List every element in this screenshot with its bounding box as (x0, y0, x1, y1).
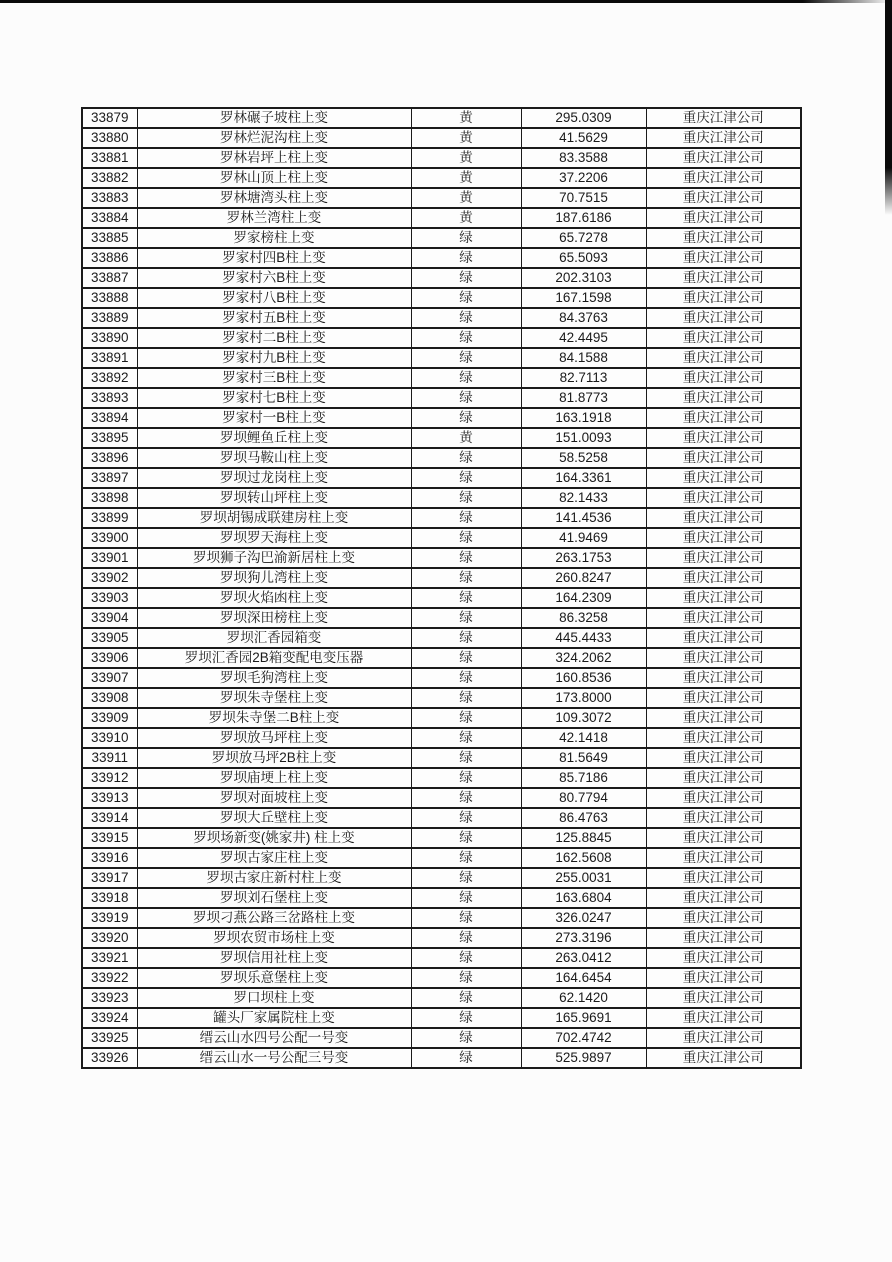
cell-status-color: 绿 (411, 408, 521, 428)
table-row (82, 708, 801, 728)
cell-company: 重庆江津公司 (646, 368, 801, 388)
cell-record-id: 33886 (82, 248, 137, 268)
cell-value: 84.1588 (521, 348, 646, 368)
table-row (82, 1028, 801, 1048)
cell-value: 173.8000 (521, 688, 646, 708)
table-row (82, 148, 801, 168)
cell-transformer-name: 罗林碾子坡柱上变 (137, 108, 411, 128)
cell-value: 83.3588 (521, 148, 646, 168)
cell-company: 重庆江津公司 (646, 268, 801, 288)
cell-company: 重庆江津公司 (646, 588, 801, 608)
cell-transformer-name: 罗坝鲤鱼丘柱上变 (137, 428, 411, 448)
table-row (82, 928, 801, 948)
cell-status-color: 绿 (411, 568, 521, 588)
cell-record-id: 33912 (82, 768, 137, 788)
cell-company: 重庆江津公司 (646, 1028, 801, 1048)
cell-transformer-name: 罗坝大丘壁柱上变 (137, 808, 411, 828)
table-row (82, 768, 801, 788)
cell-record-id: 33921 (82, 948, 137, 968)
cell-record-id: 33926 (82, 1048, 137, 1068)
cell-company: 重庆江津公司 (646, 988, 801, 1008)
cell-company: 重庆江津公司 (646, 548, 801, 568)
cell-company: 重庆江津公司 (646, 668, 801, 688)
cell-value: 65.5093 (521, 248, 646, 268)
cell-company: 重庆江津公司 (646, 628, 801, 648)
cell-record-id: 33907 (82, 668, 137, 688)
cell-status-color: 绿 (411, 728, 521, 748)
cell-status-color: 绿 (411, 688, 521, 708)
cell-record-id: 33893 (82, 388, 137, 408)
cell-value: 37.2206 (521, 168, 646, 188)
cell-record-id: 33923 (82, 988, 137, 1008)
cell-value: 167.1598 (521, 288, 646, 308)
cell-status-color: 绿 (411, 328, 521, 348)
cell-status-color: 绿 (411, 268, 521, 288)
cell-record-id: 33881 (82, 148, 137, 168)
cell-value: 164.2309 (521, 588, 646, 608)
cell-status-color: 绿 (411, 588, 521, 608)
table-row (82, 168, 801, 188)
table-row (82, 668, 801, 688)
cell-transformer-name: 罗坝胡锡成联建房柱上变 (137, 508, 411, 528)
cell-transformer-name: 罗坝庙埂上柱上变 (137, 768, 411, 788)
cell-status-color: 绿 (411, 228, 521, 248)
table-row (82, 108, 801, 128)
cell-status-color: 绿 (411, 648, 521, 668)
cell-status-color: 绿 (411, 1028, 521, 1048)
cell-transformer-name: 罗坝乐意堡柱上变 (137, 968, 411, 988)
cell-value: 263.1753 (521, 548, 646, 568)
table-row (82, 368, 801, 388)
cell-company: 重庆江津公司 (646, 748, 801, 768)
cell-transformer-name: 罗林烂泥沟柱上变 (137, 128, 411, 148)
table-row (82, 208, 801, 228)
cell-company: 重庆江津公司 (646, 1048, 801, 1068)
cell-status-color: 绿 (411, 368, 521, 388)
cell-transformer-name: 罗坝狗儿湾柱上变 (137, 568, 411, 588)
cell-transformer-name: 罗坝狮子沟巴渝新居柱上变 (137, 548, 411, 568)
cell-company: 重庆江津公司 (646, 708, 801, 728)
cell-transformer-name: 罗坝刁燕公路三岔路柱上变 (137, 908, 411, 928)
cell-record-id: 33889 (82, 308, 137, 328)
cell-record-id: 33888 (82, 288, 137, 308)
table-row (82, 808, 801, 828)
cell-company: 重庆江津公司 (646, 648, 801, 668)
cell-record-id: 33909 (82, 708, 137, 728)
cell-transformer-name: 罗家村七B柱上变 (137, 388, 411, 408)
cell-transformer-name: 罗坝古家庄柱上变 (137, 848, 411, 868)
cell-value: 295.0309 (521, 108, 646, 128)
cell-transformer-name: 罗坝场新变(姚家井) 柱上变 (137, 828, 411, 848)
cell-company: 重庆江津公司 (646, 328, 801, 348)
cell-company: 重庆江津公司 (646, 928, 801, 948)
cell-value: 109.3072 (521, 708, 646, 728)
cell-value: 163.1918 (521, 408, 646, 428)
cell-status-color: 绿 (411, 348, 521, 368)
cell-company: 重庆江津公司 (646, 768, 801, 788)
cell-status-color: 黄 (411, 168, 521, 188)
cell-record-id: 33902 (82, 568, 137, 588)
cell-value: 86.3258 (521, 608, 646, 628)
cell-status-color: 绿 (411, 608, 521, 628)
cell-status-color: 绿 (411, 748, 521, 768)
cell-status-color: 绿 (411, 788, 521, 808)
cell-record-id: 33882 (82, 168, 137, 188)
cell-status-color: 绿 (411, 488, 521, 508)
cell-company: 重庆江津公司 (646, 728, 801, 748)
table-row (82, 628, 801, 648)
cell-record-id: 33911 (82, 748, 137, 768)
cell-value: 42.4495 (521, 328, 646, 348)
cell-transformer-name: 罗林山顶上柱上变 (137, 168, 411, 188)
cell-company: 重庆江津公司 (646, 828, 801, 848)
cell-record-id: 33879 (82, 108, 137, 128)
scan-artifact-top-edge (0, 0, 892, 3)
cell-value: 81.8773 (521, 388, 646, 408)
cell-company: 重庆江津公司 (646, 288, 801, 308)
cell-transformer-name: 罗坝刘石堡柱上变 (137, 888, 411, 908)
cell-record-id: 33898 (82, 488, 137, 508)
cell-value: 702.4742 (521, 1028, 646, 1048)
cell-value: 324.2062 (521, 648, 646, 668)
cell-record-id: 33897 (82, 468, 137, 488)
cell-transformer-name: 罗家榜柱上变 (137, 228, 411, 248)
cell-value: 65.7278 (521, 228, 646, 248)
cell-value: 255.0031 (521, 868, 646, 888)
cell-company: 重庆江津公司 (646, 148, 801, 168)
cell-company: 重庆江津公司 (646, 528, 801, 548)
cell-value: 273.3196 (521, 928, 646, 948)
cell-record-id: 33892 (82, 368, 137, 388)
cell-value: 187.6186 (521, 208, 646, 228)
table-row (82, 248, 801, 268)
cell-status-color: 绿 (411, 708, 521, 728)
cell-status-color: 绿 (411, 948, 521, 968)
transformer-table-body (82, 108, 801, 1068)
cell-transformer-name: 罗坝放马坪柱上变 (137, 728, 411, 748)
cell-transformer-name: 缙云山水四号公配一号变 (137, 1028, 411, 1048)
cell-value: 85.7186 (521, 768, 646, 788)
cell-company: 重庆江津公司 (646, 908, 801, 928)
cell-status-color: 绿 (411, 868, 521, 888)
cell-transformer-name: 罗坝毛狗湾柱上变 (137, 668, 411, 688)
cell-transformer-name: 罐头厂家属院柱上变 (137, 1008, 411, 1028)
cell-company: 重庆江津公司 (646, 128, 801, 148)
cell-status-color: 绿 (411, 468, 521, 488)
table-row (82, 948, 801, 968)
cell-value: 82.7113 (521, 368, 646, 388)
cell-record-id: 33885 (82, 228, 137, 248)
table-row (82, 528, 801, 548)
cell-transformer-name: 罗林兰湾柱上变 (137, 208, 411, 228)
cell-company: 重庆江津公司 (646, 448, 801, 468)
cell-transformer-name: 罗坝农贸市场柱上变 (137, 928, 411, 948)
table-row (82, 608, 801, 628)
cell-transformer-name: 罗坝朱寺堡柱上变 (137, 688, 411, 708)
cell-company: 重庆江津公司 (646, 508, 801, 528)
cell-value: 80.7794 (521, 788, 646, 808)
cell-transformer-name: 罗坝古家庄新村柱上变 (137, 868, 411, 888)
cell-transformer-name: 缙云山水一号公配三号变 (137, 1048, 411, 1068)
table-row (82, 788, 801, 808)
table-row (82, 848, 801, 868)
cell-record-id: 33920 (82, 928, 137, 948)
cell-record-id: 33917 (82, 868, 137, 888)
cell-company: 重庆江津公司 (646, 968, 801, 988)
cell-status-color: 绿 (411, 808, 521, 828)
table-row (82, 348, 801, 368)
cell-record-id: 33887 (82, 268, 137, 288)
cell-record-id: 33910 (82, 728, 137, 748)
cell-value: 160.8536 (521, 668, 646, 688)
cell-status-color: 黄 (411, 148, 521, 168)
cell-status-color: 绿 (411, 528, 521, 548)
cell-transformer-name: 罗坝深田榜柱上变 (137, 608, 411, 628)
table-row (82, 448, 801, 468)
cell-company: 重庆江津公司 (646, 468, 801, 488)
table-row (82, 548, 801, 568)
table-row (82, 908, 801, 928)
cell-status-color: 绿 (411, 308, 521, 328)
cell-record-id: 33884 (82, 208, 137, 228)
cell-company: 重庆江津公司 (646, 388, 801, 408)
cell-value: 41.5629 (521, 128, 646, 148)
cell-value: 164.6454 (521, 968, 646, 988)
table-row (82, 728, 801, 748)
table-row (82, 428, 801, 448)
cell-status-color: 绿 (411, 888, 521, 908)
cell-company: 重庆江津公司 (646, 308, 801, 328)
cell-company: 重庆江津公司 (646, 108, 801, 128)
cell-status-color: 绿 (411, 968, 521, 988)
cell-value: 70.7515 (521, 188, 646, 208)
cell-transformer-name: 罗家村六B柱上变 (137, 268, 411, 288)
cell-record-id: 33908 (82, 688, 137, 708)
cell-status-color: 黄 (411, 428, 521, 448)
table-row (82, 868, 801, 888)
cell-value: 445.4433 (521, 628, 646, 648)
cell-transformer-name: 罗林塘湾头柱上变 (137, 188, 411, 208)
cell-company: 重庆江津公司 (646, 408, 801, 428)
cell-record-id: 33896 (82, 448, 137, 468)
cell-status-color: 绿 (411, 908, 521, 928)
cell-status-color: 绿 (411, 768, 521, 788)
cell-record-id: 33901 (82, 548, 137, 568)
table-row (82, 488, 801, 508)
cell-value: 165.9691 (521, 1008, 646, 1028)
cell-company: 重庆江津公司 (646, 808, 801, 828)
table-row (82, 588, 801, 608)
cell-transformer-name: 罗坝马鞍山柱上变 (137, 448, 411, 468)
table-row (82, 748, 801, 768)
cell-record-id: 33880 (82, 128, 137, 148)
table-row (82, 828, 801, 848)
cell-transformer-name: 罗坝信用社柱上变 (137, 948, 411, 968)
cell-value: 260.8247 (521, 568, 646, 588)
table-row (82, 888, 801, 908)
cell-value: 202.3103 (521, 268, 646, 288)
cell-record-id: 33915 (82, 828, 137, 848)
cell-value: 263.0412 (521, 948, 646, 968)
cell-status-color: 黄 (411, 208, 521, 228)
cell-status-color: 绿 (411, 628, 521, 648)
cell-value: 125.8845 (521, 828, 646, 848)
table-row (82, 1008, 801, 1028)
cell-status-color: 绿 (411, 288, 521, 308)
cell-company: 重庆江津公司 (646, 168, 801, 188)
table-row (82, 648, 801, 668)
cell-value: 163.6804 (521, 888, 646, 908)
cell-transformer-name: 罗家村八B柱上变 (137, 288, 411, 308)
cell-record-id: 33904 (82, 608, 137, 628)
cell-record-id: 33925 (82, 1028, 137, 1048)
cell-record-id: 33919 (82, 908, 137, 928)
cell-company: 重庆江津公司 (646, 568, 801, 588)
cell-company: 重庆江津公司 (646, 788, 801, 808)
table-row (82, 408, 801, 428)
cell-value: 86.4763 (521, 808, 646, 828)
cell-record-id: 33903 (82, 588, 137, 608)
cell-record-id: 33924 (82, 1008, 137, 1028)
cell-transformer-name: 罗家村一B柱上变 (137, 408, 411, 428)
table-row (82, 268, 801, 288)
cell-record-id: 33883 (82, 188, 137, 208)
cell-record-id: 33895 (82, 428, 137, 448)
cell-transformer-name: 罗家村四B柱上变 (137, 248, 411, 268)
cell-value: 525.9897 (521, 1048, 646, 1068)
cell-transformer-name: 罗坝汇香园箱变 (137, 628, 411, 648)
cell-transformer-name: 罗坝对面坡柱上变 (137, 788, 411, 808)
table-row (82, 508, 801, 528)
cell-company: 重庆江津公司 (646, 688, 801, 708)
cell-transformer-name: 罗家村二B柱上变 (137, 328, 411, 348)
cell-transformer-name: 罗坝火焰凼柱上变 (137, 588, 411, 608)
cell-company: 重庆江津公司 (646, 948, 801, 968)
cell-record-id: 33900 (82, 528, 137, 548)
cell-record-id: 33922 (82, 968, 137, 988)
table-row (82, 468, 801, 488)
cell-transformer-name: 罗坝放马坪2B柱上变 (137, 748, 411, 768)
cell-value: 162.5608 (521, 848, 646, 868)
cell-status-color: 绿 (411, 988, 521, 1008)
cell-value: 164.3361 (521, 468, 646, 488)
cell-company: 重庆江津公司 (646, 428, 801, 448)
cell-value: 58.5258 (521, 448, 646, 468)
cell-value: 82.1433 (521, 488, 646, 508)
cell-record-id: 33918 (82, 888, 137, 908)
cell-value: 41.9469 (521, 528, 646, 548)
cell-value: 84.3763 (521, 308, 646, 328)
scan-artifact-right-edge (885, 0, 892, 215)
table-row (82, 228, 801, 248)
cell-status-color: 绿 (411, 248, 521, 268)
cell-status-color: 绿 (411, 548, 521, 568)
cell-company: 重庆江津公司 (646, 608, 801, 628)
cell-status-color: 绿 (411, 508, 521, 528)
cell-value: 326.0247 (521, 908, 646, 928)
transformer-records-table (81, 107, 802, 1069)
cell-company: 重庆江津公司 (646, 208, 801, 228)
cell-record-id: 33906 (82, 648, 137, 668)
cell-record-id: 33916 (82, 848, 137, 868)
cell-transformer-name: 罗坝朱寺堡二B柱上变 (137, 708, 411, 728)
cell-company: 重庆江津公司 (646, 248, 801, 268)
cell-status-color: 绿 (411, 848, 521, 868)
cell-record-id: 33894 (82, 408, 137, 428)
table-row (82, 288, 801, 308)
cell-company: 重庆江津公司 (646, 848, 801, 868)
cell-value: 141.4536 (521, 508, 646, 528)
cell-value: 62.1420 (521, 988, 646, 1008)
cell-transformer-name: 罗坝过龙岗柱上变 (137, 468, 411, 488)
cell-company: 重庆江津公司 (646, 868, 801, 888)
table-row (82, 188, 801, 208)
cell-transformer-name: 罗林岩坪上柱上变 (137, 148, 411, 168)
cell-company: 重庆江津公司 (646, 488, 801, 508)
table-row (82, 688, 801, 708)
cell-transformer-name: 罗家村三B柱上变 (137, 368, 411, 388)
cell-company: 重庆江津公司 (646, 228, 801, 248)
cell-status-color: 绿 (411, 668, 521, 688)
cell-value: 151.0093 (521, 428, 646, 448)
cell-company: 重庆江津公司 (646, 348, 801, 368)
cell-status-color: 绿 (411, 448, 521, 468)
cell-company: 重庆江津公司 (646, 888, 801, 908)
cell-transformer-name: 罗家村九B柱上变 (137, 348, 411, 368)
table-row (82, 988, 801, 1008)
cell-status-color: 黄 (411, 188, 521, 208)
cell-transformer-name: 罗坝罗天海柱上变 (137, 528, 411, 548)
cell-value: 81.5649 (521, 748, 646, 768)
cell-company: 重庆江津公司 (646, 1008, 801, 1028)
cell-status-color: 绿 (411, 828, 521, 848)
cell-company: 重庆江津公司 (646, 188, 801, 208)
cell-record-id: 33899 (82, 508, 137, 528)
cell-transformer-name: 罗口坝柱上变 (137, 988, 411, 1008)
table-row (82, 568, 801, 588)
cell-record-id: 33890 (82, 328, 137, 348)
cell-transformer-name: 罗家村五B柱上变 (137, 308, 411, 328)
table-row (82, 968, 801, 988)
cell-record-id: 33905 (82, 628, 137, 648)
cell-record-id: 33914 (82, 808, 137, 828)
cell-status-color: 绿 (411, 1008, 521, 1028)
table-row (82, 328, 801, 348)
table-row (82, 1048, 801, 1068)
cell-status-color: 黄 (411, 108, 521, 128)
table-row (82, 128, 801, 148)
table-row (82, 308, 801, 328)
table-row (82, 388, 801, 408)
cell-status-color: 绿 (411, 928, 521, 948)
cell-status-color: 黄 (411, 128, 521, 148)
cell-value: 42.1418 (521, 728, 646, 748)
cell-record-id: 33913 (82, 788, 137, 808)
cell-transformer-name: 罗坝转山坪柱上变 (137, 488, 411, 508)
cell-status-color: 绿 (411, 388, 521, 408)
cell-transformer-name: 罗坝汇香园2B箱变配电变压器 (137, 648, 411, 668)
cell-record-id: 33891 (82, 348, 137, 368)
cell-status-color: 绿 (411, 1048, 521, 1068)
